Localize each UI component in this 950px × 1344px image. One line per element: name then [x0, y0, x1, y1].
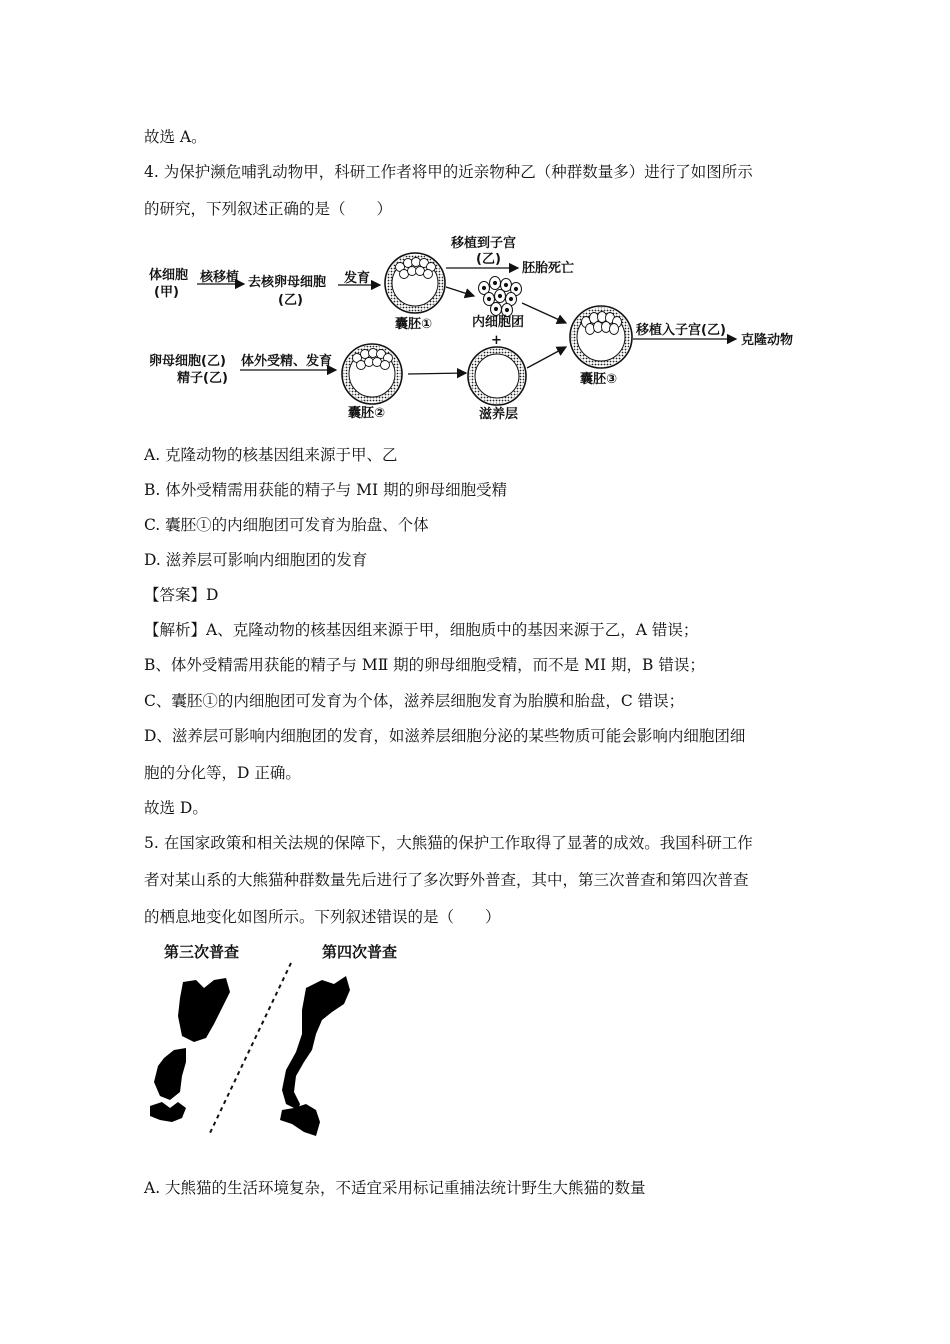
survey-3-habitat	[150, 978, 230, 1122]
label-oocyte: 卵母细胞(乙)	[149, 354, 226, 369]
answer: 【答案】D	[144, 586, 219, 604]
text-line: 故选 A。	[144, 128, 207, 146]
label-somatic-cell: 体细胞	[149, 268, 189, 283]
analysis-d-cont: 胞的分化等，D 正确。	[144, 764, 301, 782]
option-c: C. 囊胚①的内细胞团可发育为胎盘、个体	[144, 516, 429, 534]
label-sperm: 精子(乙)	[177, 371, 228, 386]
label-ivf: 体外受精、发育	[241, 354, 333, 369]
label-embryo-death: 胚胎死亡	[522, 261, 575, 276]
label-nuclear-transfer: 核移植	[200, 270, 240, 285]
label-develop: 发育	[344, 271, 371, 286]
label-transplant-uterus-species: (乙)	[476, 252, 501, 267]
label-somatic-cell-species: (甲)	[154, 285, 179, 300]
option-a: A. 克隆动物的核基因组来源于甲、乙	[144, 446, 398, 464]
analysis-c: C、囊胚①的内细胞团可发育为个体，滋养层细胞发育为胎膜和胎盘，C 错误；	[144, 692, 685, 710]
label-plus: +	[491, 333, 502, 348]
label-inner-cell-mass: 内细胞团	[472, 315, 525, 330]
question-5-stem: 5. 在国家政策和相关法规的保障下，大熊猫的保护工作取得了显著的成效。我国科研工作	[144, 834, 753, 852]
question-4-stem-cont: 的研究，下列叙述正确的是（ ）	[144, 200, 393, 218]
question-5-stem-cont: 者对某山系的大熊猫种群数量先后进行了多次野外普查，其中，第三次普查和第四次普查	[144, 871, 749, 889]
survey-4-habitat	[280, 976, 350, 1136]
label-trophoblast: 滋养层	[479, 407, 519, 422]
label-survey-3: 第三次普查	[164, 943, 240, 961]
label-enucleated-oocyte-species: (乙)	[278, 293, 303, 308]
analysis-a: 【解析】A、克隆动物的核基因组来源于甲，细胞质中的基因来源于乙，A 错误；	[144, 621, 699, 639]
option-d: D. 滋养层可影响内细胞团的发育	[144, 551, 368, 569]
question-5-stem-cont-2: 的栖息地变化如图所示。下列叙述错误的是（ ）	[144, 908, 501, 926]
conclusion: 故选 D。	[144, 799, 208, 817]
label-blastocyst-2: 囊胚②	[348, 406, 386, 421]
label-blastocyst-1: 囊胚①	[395, 317, 433, 332]
analysis-d: D、滋养层可影响内细胞团的发育，如滋养层细胞分泌的某些物质可能会影响内细胞团细	[144, 727, 746, 745]
label-survey-4: 第四次普查	[322, 943, 398, 961]
label-transplant-into-uterus: 移植入子宫(乙)	[636, 323, 726, 338]
label-cloned-animal: 克隆动物	[741, 333, 794, 348]
label-blastocyst-3: 囊胚③	[580, 372, 618, 387]
analysis-b: B、体外受精需用获能的精子与 MⅡ 期的卵母细胞受精，而不是 MⅠ 期，B 错误；	[144, 656, 705, 674]
option-b: B. 体外受精需用获能的精子与 MⅠ 期的卵母细胞受精	[144, 481, 508, 499]
question-4-stem: 4. 为保护濒危哺乳动物甲，科研工作者将甲的近亲物种乙（种群数量多）进行了如图所示	[144, 163, 753, 181]
label-transplant-uterus: 移植到子宫	[451, 236, 517, 251]
label-enucleated-oocyte: 去核卵母细胞	[248, 275, 327, 290]
question-5-option-a: A. 大熊猫的生活环境复杂，不适宜采用标记重捕法统计野生大熊猫的数量	[144, 1179, 646, 1197]
